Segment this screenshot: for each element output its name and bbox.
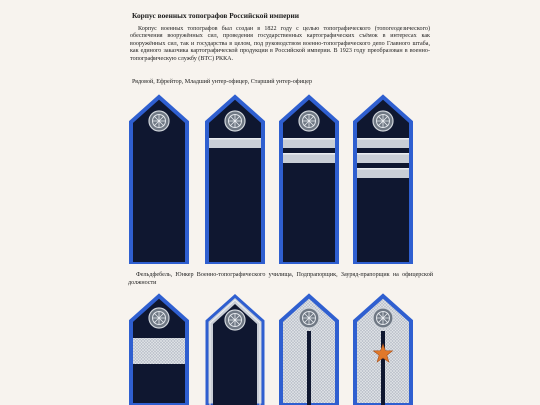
button-icon [225, 111, 245, 131]
strap-junior-nco [278, 94, 340, 264]
strap-sergeant-major [128, 293, 190, 405]
strap-zauryad-praporshchik [352, 293, 414, 405]
strap-cadet [204, 293, 266, 405]
caption-row-1: Рядовой, Ефрейтор, Младший унтер-офицер, Старший унтер-офицер [132, 79, 313, 85]
strap-private [128, 94, 190, 264]
button-icon [373, 308, 393, 328]
shoulder-straps-row-2 [123, 293, 433, 405]
button-icon [225, 310, 245, 330]
strap-podpraporshchik [278, 293, 340, 405]
strap-senior-nco [352, 94, 414, 264]
caption-row-2: Фельдфебель, Юнкер Военно-топографического училища, Подпрапорщик, Зауряд-прапорщик на офицерской должности [128, 272, 433, 286]
shoulder-straps-row-1 [123, 94, 433, 264]
button-icon [373, 111, 393, 131]
page-title: Корпус военных топографов Российской империи [132, 11, 300, 20]
button-icon [299, 111, 319, 131]
button-icon [149, 111, 169, 131]
button-icon [149, 308, 169, 328]
intro-paragraph: Корпус военных топографов был создан в 1822 году с целью топографического (топогеодезического) обеспечения вооружённых сил, проведения государственных картографических съёмок в интересах как вооружённых сил, так и государства в целом, под руководством военно-топографического депо Главного штаба, как единого заказчика картографической продукции в Российской империи. В 1923 году преобразован в военно-топографическую службу (ВТС) РККА. [130, 26, 430, 62]
strap-corporal [204, 94, 266, 264]
button-icon [299, 308, 319, 328]
